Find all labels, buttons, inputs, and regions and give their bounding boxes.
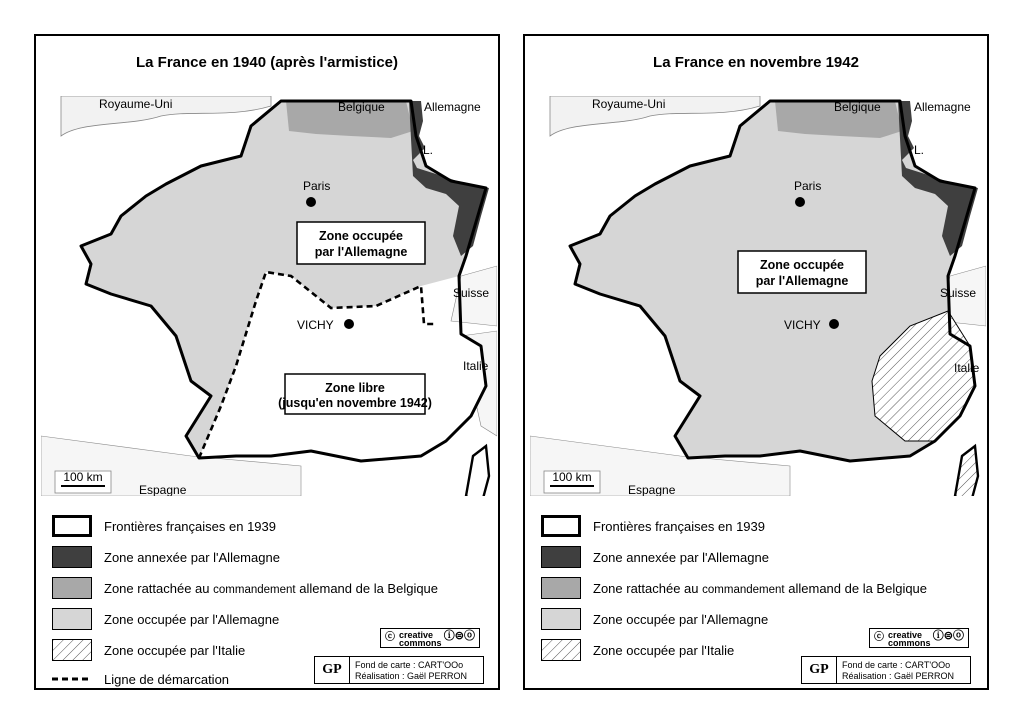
free-zone-label-2: (jusqu'en novembre 1942)	[278, 396, 432, 410]
credit-line: Réalisation : Gaël PERRON	[355, 671, 468, 681]
scale-label: 100 km	[552, 470, 592, 484]
france-map-1942	[530, 96, 986, 496]
swatch-occupied-italy	[541, 639, 581, 661]
vichy-marker	[829, 319, 839, 329]
swatch-belgium-command	[541, 577, 581, 599]
swatch-occupied-germany	[541, 608, 581, 630]
map-panel-1940	[34, 34, 500, 690]
swatch-occupied-italy	[52, 639, 92, 661]
legend-label: Ligne de démarcation	[104, 672, 230, 687]
panel-title: La France en 1940 (après l'armistice)	[135, 54, 399, 71]
label-luxembourg: L.	[423, 143, 434, 157]
gp-logo: GP	[802, 657, 837, 683]
label-paris: Paris	[303, 179, 331, 193]
label-spain: Espagne	[628, 483, 676, 496]
label-uk: Royaume-Uni	[592, 97, 666, 111]
label-vichy: VICHY	[297, 318, 334, 332]
creative-commons-badge: ⓒ creative commons ⓘ⊜ⓞ	[380, 628, 480, 648]
legend-label: Zone annexée par l'Allemagne	[104, 550, 280, 565]
label-italy: Italie	[954, 361, 980, 375]
label-germany: Allemagne	[424, 100, 481, 114]
label-italy: Italie	[463, 359, 489, 373]
legend-label: Frontières françaises en 1939	[593, 519, 765, 534]
legend-label: Zone occupée par l'Allemagne	[593, 612, 769, 627]
credit-box	[314, 656, 484, 684]
panel-title: La France en novembre 1942	[653, 54, 859, 71]
swatch-annexed	[541, 546, 581, 568]
label-paris: Paris	[794, 179, 822, 193]
occupied-zone-label-2: par l'Allemagne	[314, 245, 408, 259]
label-belgium: Belgique	[338, 100, 385, 114]
occupied-zone-label-1: Zone occupée	[318, 229, 404, 243]
credit-box	[801, 656, 971, 684]
france-map-1940	[41, 96, 497, 496]
paris-marker	[306, 197, 316, 207]
paris-marker	[795, 197, 805, 207]
vichy-marker	[344, 319, 354, 329]
creative-commons-badge: ⓒ creative commons ⓘ⊜ⓞ	[869, 628, 969, 648]
label-uk: Royaume-Uni	[99, 97, 173, 111]
swatch-belgium-command	[52, 577, 92, 599]
label-luxembourg: L.	[914, 143, 925, 157]
swatch-border	[52, 515, 92, 537]
scale-label: 100 km	[63, 470, 103, 484]
corsica	[955, 446, 978, 496]
label-vichy: VICHY	[784, 318, 821, 332]
gp-logo: GP	[315, 657, 350, 683]
cc-icons: ⓘ⊜ⓞ	[443, 630, 475, 642]
label-spain: Espagne	[139, 483, 187, 496]
legend-label: Zone rattachée au commandement allemand de la Belgique	[593, 581, 928, 596]
legend-label: Zone occupée par l'Italie	[104, 643, 246, 658]
label-switzerland: Suisse	[940, 286, 977, 300]
label-germany: Allemagne	[914, 100, 971, 114]
swatch-occupied-germany	[52, 608, 92, 630]
legend-label: Zone occupée par l'Italie	[593, 643, 735, 658]
label-belgium: Belgique	[834, 100, 881, 114]
legend-label: Frontières françaises en 1939	[104, 519, 276, 534]
cc-icons: ⓘ⊜ⓞ	[932, 630, 964, 642]
swatch-border	[541, 515, 581, 537]
legend-label: Zone occupée par l'Allemagne	[104, 612, 280, 627]
credit-line: Fond de carte : CART'OOo	[355, 660, 464, 670]
legend-label: Zone rattachée au commandement allemand de la Belgique	[104, 581, 439, 596]
map-panel-1942	[523, 34, 989, 690]
swatch-demarcation	[52, 676, 92, 682]
credit-line: Fond de carte : CART'OOo	[842, 660, 951, 670]
occupied-zone-label-1: Zone occupée	[759, 258, 845, 272]
swatch-annexed	[52, 546, 92, 568]
occupied-zone-label-2: par l'Allemagne	[755, 274, 849, 288]
label-switzerland: Suisse	[453, 286, 490, 300]
legend-label: Zone annexée par l'Allemagne	[593, 550, 769, 565]
free-zone-label-1: Zone libre	[325, 381, 385, 395]
credit-line: Réalisation : Gaël PERRON	[842, 671, 955, 681]
